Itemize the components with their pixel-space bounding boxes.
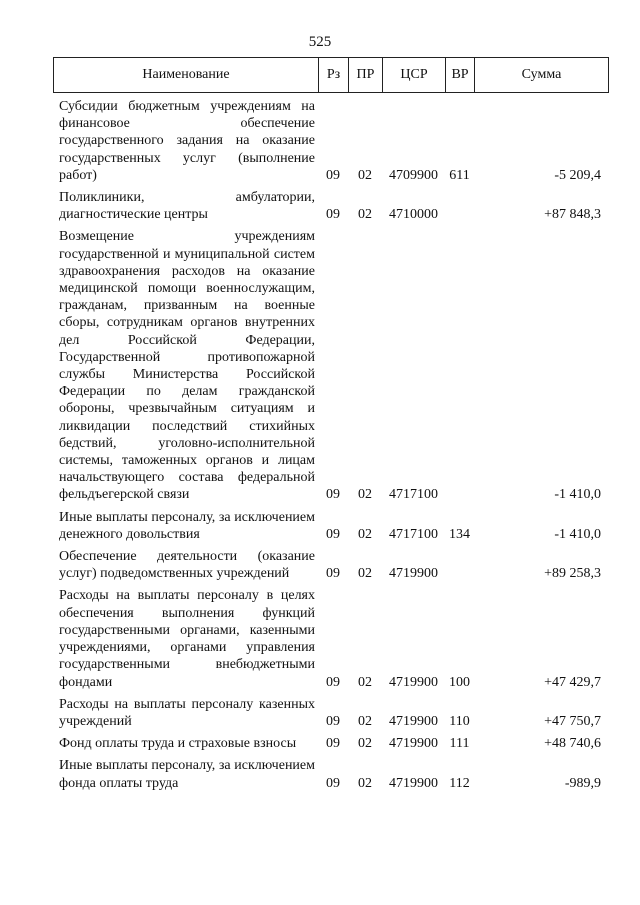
row-sum: -5 209,4 [554, 167, 601, 183]
table-row [53, 228, 609, 503]
row-csr: 4709900 [389, 167, 438, 183]
header-sum: Сумма [521, 67, 562, 82]
row-sum: +87 848,3 [544, 207, 601, 223]
row-vr: 111 [449, 736, 470, 752]
row-csr: 4719900 [389, 566, 438, 582]
row-pr: 02 [358, 487, 372, 503]
row-pr: 02 [358, 566, 372, 582]
row-csr: 4719900 [389, 736, 438, 752]
row-rz: 09 [326, 487, 340, 503]
row-rz: 09 [326, 526, 340, 542]
row-rz: 09 [326, 167, 340, 183]
page-number: 525 [308, 34, 332, 50]
row-sum: +89 258,3 [544, 566, 601, 582]
table-row [53, 189, 609, 223]
row-pr: 02 [358, 167, 372, 183]
header-rz: Рз [319, 58, 349, 92]
row-csr: 4717100 [389, 526, 438, 542]
header-csr: ЦСР [383, 58, 446, 92]
table-row [53, 548, 609, 582]
header-vr: ВР [446, 58, 475, 92]
row-rz: 09 [326, 566, 340, 582]
row-sum: -1 410,0 [554, 526, 601, 542]
row-rz: 09 [326, 775, 340, 791]
table-header [53, 57, 609, 93]
row-rz: 09 [326, 736, 340, 752]
row-pr: 02 [358, 674, 372, 690]
row-csr: 4710000 [389, 207, 438, 223]
row-pr: 02 [358, 207, 372, 223]
table-row [53, 735, 609, 752]
row-sum: -1 410,0 [554, 487, 601, 503]
row-sum: -989,9 [564, 775, 601, 791]
table-row [53, 98, 609, 184]
row-name: Расходы на выплаты персоналу в целях обеспечения выполнения функций государственными органами, казенными учреждениями, органами управления государственными внебюджетными фондами [59, 588, 315, 690]
row-rz: 09 [326, 674, 340, 690]
row-name: Обеспечение деятельности (оказание услуг) подведомственных учреждений [59, 549, 315, 582]
row-csr: 4719900 [389, 775, 438, 791]
row-pr: 02 [358, 775, 372, 791]
table-row [53, 696, 609, 730]
row-name: Иные выплаты персоналу, за исключением фонда оплаты труда [59, 758, 315, 791]
row-csr: 4719900 [389, 713, 438, 729]
row-vr: 100 [449, 674, 470, 690]
row-vr: 134 [449, 526, 470, 542]
row-csr: 4717100 [389, 487, 438, 503]
row-name: Иные выплаты персоналу, за исключением денежного довольствия [59, 509, 315, 542]
table-row [53, 587, 609, 690]
header-pr: ПР [349, 58, 383, 92]
row-vr: 611 [449, 167, 470, 183]
table-row [53, 757, 609, 791]
row-name: Фонд оплаты труда и страховые взносы [59, 736, 297, 752]
row-pr: 02 [358, 526, 372, 542]
row-vr: 112 [449, 775, 470, 791]
row-name: Возмещение учреждениям государственной и муниципальной систем здравоохранения расходов на оказание медицинской помощи военнослужащим, гражданам, призванным на военные сборы, сотрудникам органов внутренних дел Российской Федерации, Государственной противопожарной службы Министерства Российской Федерации по делам гражданской обороны, чрезвычайным ситуациям и ликвидации последствий стихийных бедствий, уголовно-исполнительной системы, таможенных органов и лицам начальствующего состава федеральной фельдъегерской связи [59, 229, 315, 503]
row-rz: 09 [326, 713, 340, 729]
table-row [53, 509, 609, 543]
table-body [53, 93, 609, 792]
row-name: Расходы на выплаты персоналу казенных учреждений [59, 696, 315, 729]
row-vr: 110 [449, 713, 470, 729]
row-csr: 4719900 [389, 674, 438, 690]
row-pr: 02 [358, 713, 372, 729]
row-name: Поликлиники, амбулатории, диагностические центры [59, 190, 315, 223]
row-sum: +47 750,7 [544, 713, 601, 729]
header-name: Наименование [54, 58, 319, 92]
row-name: Субсидии бюджетным учреждениям на финансовое обеспечение государственного задания на оказание государственных услуг (выполнение работ) [59, 99, 315, 183]
row-rz: 09 [326, 207, 340, 223]
row-pr: 02 [358, 736, 372, 752]
row-sum: +47 429,7 [544, 674, 601, 690]
row-sum: +48 740,6 [544, 736, 601, 752]
